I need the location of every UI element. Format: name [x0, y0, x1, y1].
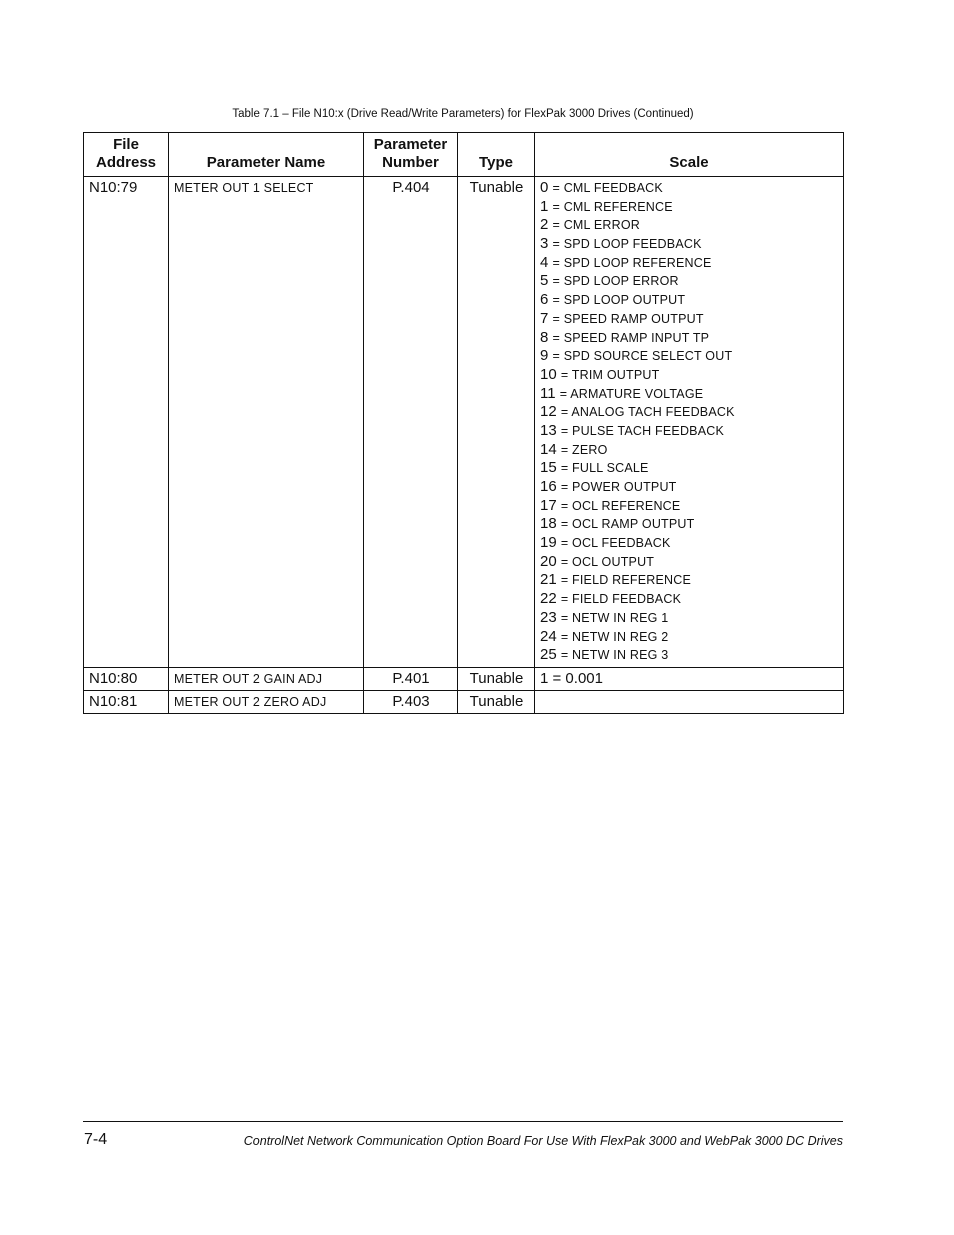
scale-item-number: 0 [540, 179, 549, 196]
scale-item [540, 422, 839, 441]
scale-item-label: = TRIM OUTPUT [560, 367, 660, 382]
scale-item-label: = OCL FEEDBACK [560, 536, 671, 551]
scale-item-number: 5 [540, 272, 549, 290]
parameter-name: METER OUT 2 GAIN ADJ [169, 667, 364, 690]
scale-item-number: 13 [540, 421, 557, 439]
scale-item-number: 15 [540, 459, 557, 477]
parameter-number: P.404 [364, 177, 458, 668]
scale-item-number: 20 [540, 552, 557, 570]
table-row [84, 177, 844, 668]
scale-item-label: = CML REFERENCE [552, 199, 673, 214]
scale-item [540, 646, 839, 665]
scale-item [540, 385, 839, 404]
scale-item-number: 24 [540, 627, 557, 645]
scale-item [540, 534, 839, 553]
scale-item-label: = CML ERROR [552, 218, 641, 233]
parameter-name: METER OUT 2 ZERO ADJ [169, 690, 364, 713]
scale-item-label: = FIELD REFERENCE [560, 573, 692, 588]
scale-item-label: = ZERO [560, 442, 608, 457]
scale-item-label: = FIELD FEEDBACK [560, 592, 682, 607]
scale-item [540, 515, 839, 534]
header-file-address: File Address [84, 133, 169, 177]
scale-value: 1 = 0.001 [535, 667, 844, 690]
table-row [84, 667, 844, 690]
scale-item-label: = SPD LOOP FEEDBACK [552, 237, 702, 252]
scale-item [540, 459, 839, 478]
scale-item-label: = ARMATURE VOLTAGE [559, 386, 704, 401]
scale-item [540, 628, 839, 647]
scale-item-number: 18 [540, 515, 557, 533]
parameters-table [83, 132, 844, 714]
scale-item-number: 2 [540, 216, 549, 234]
parameter-type: Tunable [458, 690, 535, 713]
scale-item-number: 10 [540, 365, 557, 383]
header-scale: Scale [535, 133, 844, 177]
scale-item [540, 254, 839, 273]
scale-item [540, 609, 839, 628]
scale-item-number: 19 [540, 534, 557, 552]
parameter-number: P.403 [364, 690, 458, 713]
scale-item-label: = POWER OUTPUT [560, 480, 677, 494]
scale-item-label: = SPD LOOP OUTPUT [552, 293, 686, 308]
scale-item [540, 571, 839, 590]
scale-item-label: = OCL RAMP OUTPUT [560, 517, 695, 532]
scale-item [540, 329, 839, 348]
scale-item-label: = OCL OUTPUT [560, 554, 655, 569]
scale-item-label: = SPD LOOP ERROR [552, 274, 679, 289]
scale-item-number: 14 [540, 440, 557, 458]
scale-item-number: 11 [540, 384, 556, 402]
scale-item-label: = ANALOG TACH FEEDBACK [560, 405, 735, 420]
scale-item [540, 179, 839, 198]
scale-item-number: 8 [540, 328, 549, 346]
scale-item [540, 347, 839, 366]
page-number: 7-4 [84, 1131, 108, 1148]
scale-item-label: = SPD SOURCE SELECT OUT [552, 349, 733, 364]
scale-item-number: 23 [540, 608, 557, 626]
scale-item [540, 478, 839, 497]
scale-item [540, 441, 839, 460]
scale-item-label: = PULSE TACH FEEDBACK [560, 423, 725, 438]
scale-item-number: 1 [540, 197, 549, 215]
scale-item-label: = CML FEEDBACK [552, 181, 663, 195]
scale-item-number: 25 [540, 646, 557, 664]
scale-list [535, 177, 844, 668]
file-address: N10:79 [84, 177, 169, 668]
scale-item-number: 16 [540, 478, 557, 495]
scale-item-number: 9 [540, 347, 549, 365]
header-parameter-name: Parameter Name [169, 133, 364, 177]
scale-item [540, 216, 839, 235]
table-row [84, 690, 844, 713]
scale-item-label: = NETW IN REG 1 [560, 610, 669, 625]
scale-item [540, 366, 839, 385]
scale-item [540, 272, 839, 291]
scale-item-number: 17 [540, 496, 557, 514]
scale-item-label: = NETW IN REG 3 [560, 648, 669, 663]
scale-item-number: 6 [540, 291, 549, 309]
scale-item [540, 198, 839, 217]
scale-item [540, 403, 839, 422]
table-header-row [84, 133, 844, 177]
scale-item-label: = NETW IN REG 2 [560, 629, 669, 644]
footer-title: ControlNet Network Communication Option Board For Use With FlexPak 3000 and WebPak 3000 DC Drives [243, 1134, 843, 1148]
header-type: Type [458, 133, 535, 177]
scale-item [540, 497, 839, 516]
table-caption: Table 7.1 – File N10:x (Drive Read/Write Parameters) for FlexPak 3000 Drives (Continued) [232, 108, 694, 120]
scale-item-number: 4 [540, 253, 549, 271]
parameter-number: P.401 [364, 667, 458, 690]
scale-item-number: 12 [540, 403, 557, 421]
scale-item-label: = OCL REFERENCE [560, 498, 681, 513]
scale-item-number: 21 [540, 571, 557, 589]
footer-divider [83, 1121, 843, 1122]
scale-item-number: 7 [540, 309, 549, 327]
scale-item [540, 291, 839, 310]
scale-value [535, 690, 844, 713]
file-address: N10:81 [84, 690, 169, 713]
scale-item-label: = SPEED RAMP INPUT TP [552, 330, 710, 345]
parameter-name: METER OUT 1 SELECT [169, 177, 364, 668]
scale-item-label: = SPD LOOP REFERENCE [552, 255, 712, 270]
scale-item [540, 590, 839, 609]
scale-item [540, 235, 839, 254]
file-address: N10:80 [84, 667, 169, 690]
scale-item [540, 553, 839, 572]
scale-item-label: = FULL SCALE [560, 461, 649, 476]
parameter-type: Tunable [458, 177, 535, 668]
scale-item-label: = SPEED RAMP OUTPUT [552, 311, 704, 326]
parameter-type: Tunable [458, 667, 535, 690]
scale-item [540, 310, 839, 329]
scale-item-number: 3 [540, 235, 549, 253]
scale-item-number: 22 [540, 590, 557, 608]
header-parameter-number: Parameter Number [364, 133, 458, 177]
